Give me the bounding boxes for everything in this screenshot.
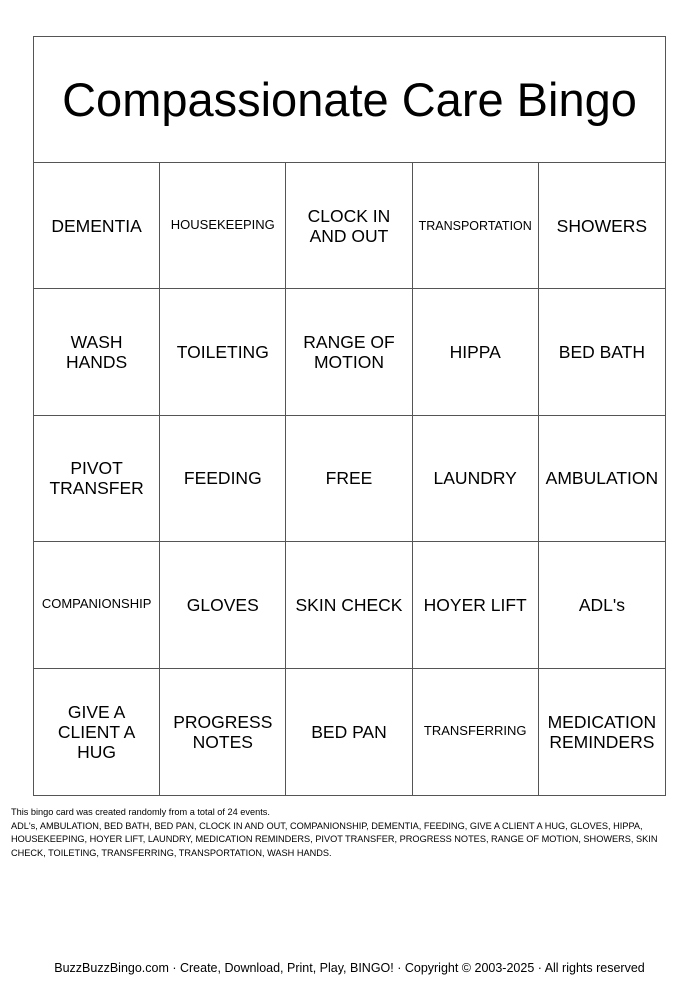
bingo-cell: SKIN CHECK: [286, 542, 412, 668]
bingo-cell: COMPANIONSHIP: [34, 542, 160, 668]
bingo-cell: WASH HANDS: [34, 289, 160, 415]
bingo-cell: HOUSEKEEPING: [160, 163, 286, 289]
bingo-cell: PROGRESS NOTES: [160, 669, 286, 795]
bingo-cell: TRANSFERRING: [413, 669, 539, 795]
notes-event-list: ADL's, AMBULATION, BED BATH, BED PAN, CLOCK IN AND OUT, COMPANIONSHIP, DEMENTIA, FEEDING, GIVE A CLIENT A HUG, GLOVES, HIPPA, HOUSEKEEPING, HOYER LIFT, LAUNDRY, MEDICATION REMINDERS, PIVOT TRANSFER, PROGRESS NOTES, RANGE OF MOTION, SHOWERS, SKIN CHECK, TOILETING, TRANSFERRING, TRANSPORTATION, WASH HANDS.: [11, 820, 658, 858]
bingo-cell: TRANSPORTATION: [413, 163, 539, 289]
bingo-cell: CLOCK IN AND OUT: [286, 163, 412, 289]
bingo-cell: MEDICATION REMINDERS: [547, 711, 657, 752]
bingo-cell: TOILETING: [160, 289, 286, 415]
bingo-cell: ADL's: [539, 542, 665, 668]
bingo-cell: BED BATH: [539, 289, 665, 415]
bingo-cell: RANGE OF MOTION: [286, 289, 412, 415]
card-notes: [11, 806, 691, 860]
bingo-cell: AMBULATION: [539, 416, 665, 542]
bingo-cell: PIVOT TRANSFER: [34, 416, 160, 542]
notes-summary: This bingo card was created randomly from a total of 24 events.: [11, 807, 270, 817]
bingo-card: [33, 36, 666, 796]
bingo-cell: HOYER LIFT: [413, 542, 539, 668]
bingo-cell: LAUNDRY: [413, 416, 539, 542]
bingo-grid: [34, 163, 665, 795]
bingo-cell: GLOVES: [160, 542, 286, 668]
page-footer: BuzzBuzzBingo.com · Create, Download, Print, Play, BINGO! · Copyright © 2003-2025 · All rights reserved: [54, 961, 645, 975]
free-space-cell: FREE: [286, 416, 412, 542]
bingo-cell: GIVE A CLIENT A HUG: [34, 669, 160, 795]
bingo-cell: SHOWERS: [539, 163, 665, 289]
bingo-cell: DEMENTIA: [34, 163, 160, 289]
bingo-cell: FEEDING: [160, 416, 286, 542]
bingo-cell: BED PAN: [286, 669, 412, 795]
card-title: Compassionate Care Bingo: [34, 37, 665, 163]
bingo-cell: HIPPA: [413, 289, 539, 415]
